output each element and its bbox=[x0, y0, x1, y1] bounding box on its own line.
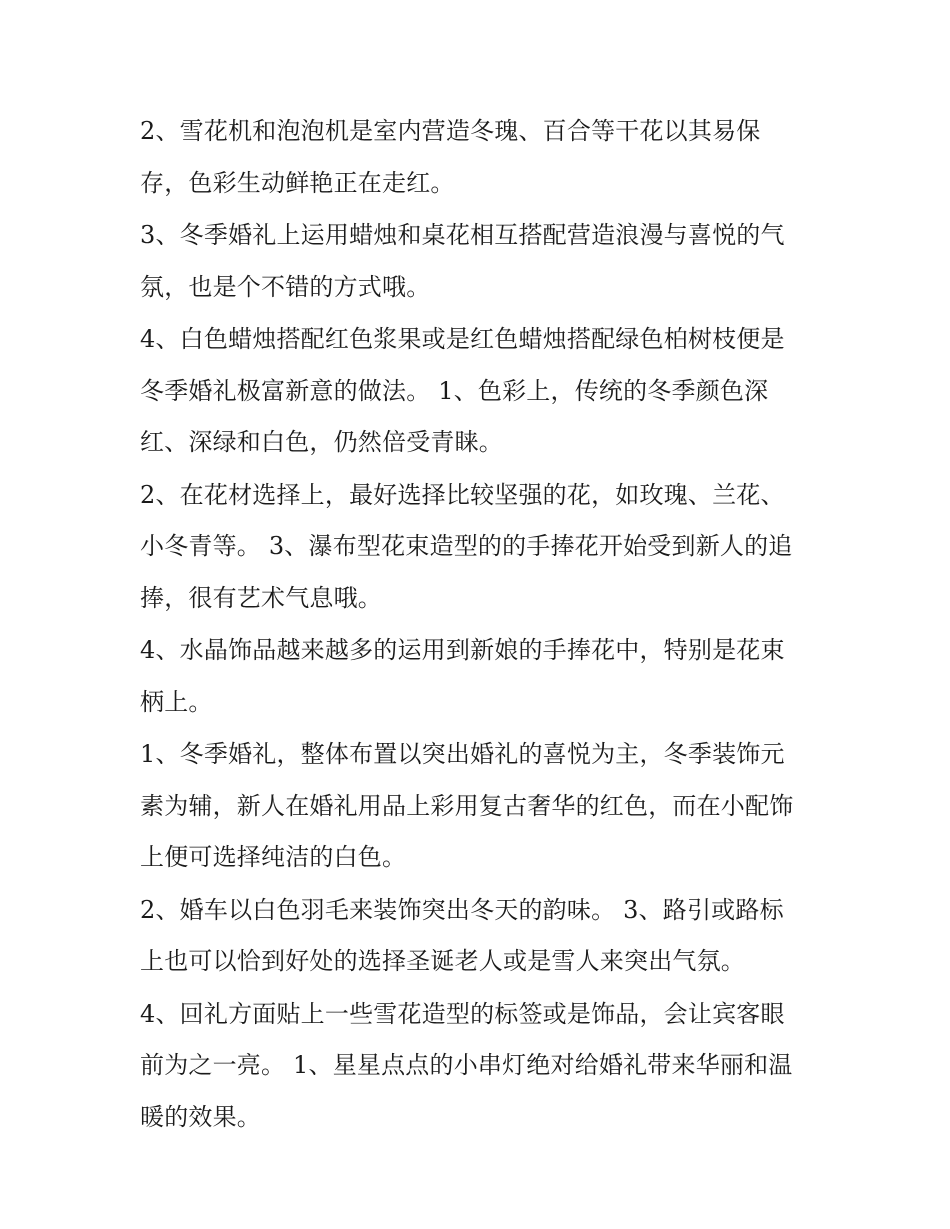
text-line: 4、水晶饰品越来越多的运用到新娘的手捧花中，特别是花束 bbox=[140, 636, 785, 664]
paragraph bbox=[140, 729, 820, 884]
paragraph bbox=[140, 625, 820, 728]
paragraph bbox=[140, 989, 820, 1144]
paragraph bbox=[140, 885, 820, 988]
text-line: 2、在花材选择上，最好选择比较坚强的花，如玫瑰、兰花、 bbox=[140, 480, 785, 509]
text-line: 捧，很有艺术气息哦。 bbox=[140, 583, 382, 612]
paragraph bbox=[140, 106, 820, 209]
paragraph bbox=[140, 470, 820, 625]
text-line: 1、冬季婚礼，整体布置以突出婚礼的喜悦为主，冬季装饰元 bbox=[140, 740, 785, 768]
text-line: 3、冬季婚礼上运用蜡烛和桌花相互搭配营造浪漫与喜悦的气 bbox=[140, 221, 785, 249]
document-body bbox=[140, 106, 820, 1144]
text-line: 上便可选择纯洁的白色。 bbox=[140, 843, 407, 871]
paragraph bbox=[140, 210, 820, 313]
text-line: 前为之一亮。 1、星星点点的小串灯绝对给婚礼带来华丽和温 bbox=[140, 1051, 793, 1079]
text-line: 柄上。 bbox=[140, 687, 213, 716]
text-line: 小冬青等。 3、瀑布型花束造型的的手捧花开始受到新人的追 bbox=[140, 532, 793, 560]
text-line: 上也可以恰到好处的选择圣诞老人或是雪人来突出气氛。 bbox=[140, 947, 745, 975]
text-line: 氛，也是个不错的方式哦。 bbox=[140, 272, 431, 301]
text-line: 存，色彩生动鲜艳正在走红。 bbox=[140, 168, 455, 197]
text-line: 红、深绿和白色，仍然倍受青睐。 bbox=[140, 428, 503, 456]
paragraph bbox=[140, 314, 820, 469]
text-line: 4、白色蜡烛搭配红色浆果或是红色蜡烛搭配绿色柏树枝便是 bbox=[140, 325, 785, 353]
text-line: 冬季婚礼极富新意的做法。 1、色彩上，传统的冬季颜色深 bbox=[140, 376, 769, 405]
text-line: 素为辅，新人在婚礼用品上彩用复古奢华的红色，而在小配饰 bbox=[140, 791, 794, 820]
text-line: 2、雪花机和泡泡机是室内营造冬瑰、百合等干花以其易保 bbox=[140, 117, 761, 145]
text-line: 4、回礼方面贴上一些雪花造型的标签或是饰品，会让宾客眼 bbox=[140, 999, 785, 1028]
text-line: 2、婚车以白色羽毛来装饰突出冬天的韵味。 3、路引或路标 bbox=[140, 895, 784, 924]
text-line: 暖的效果。 bbox=[140, 1102, 261, 1131]
